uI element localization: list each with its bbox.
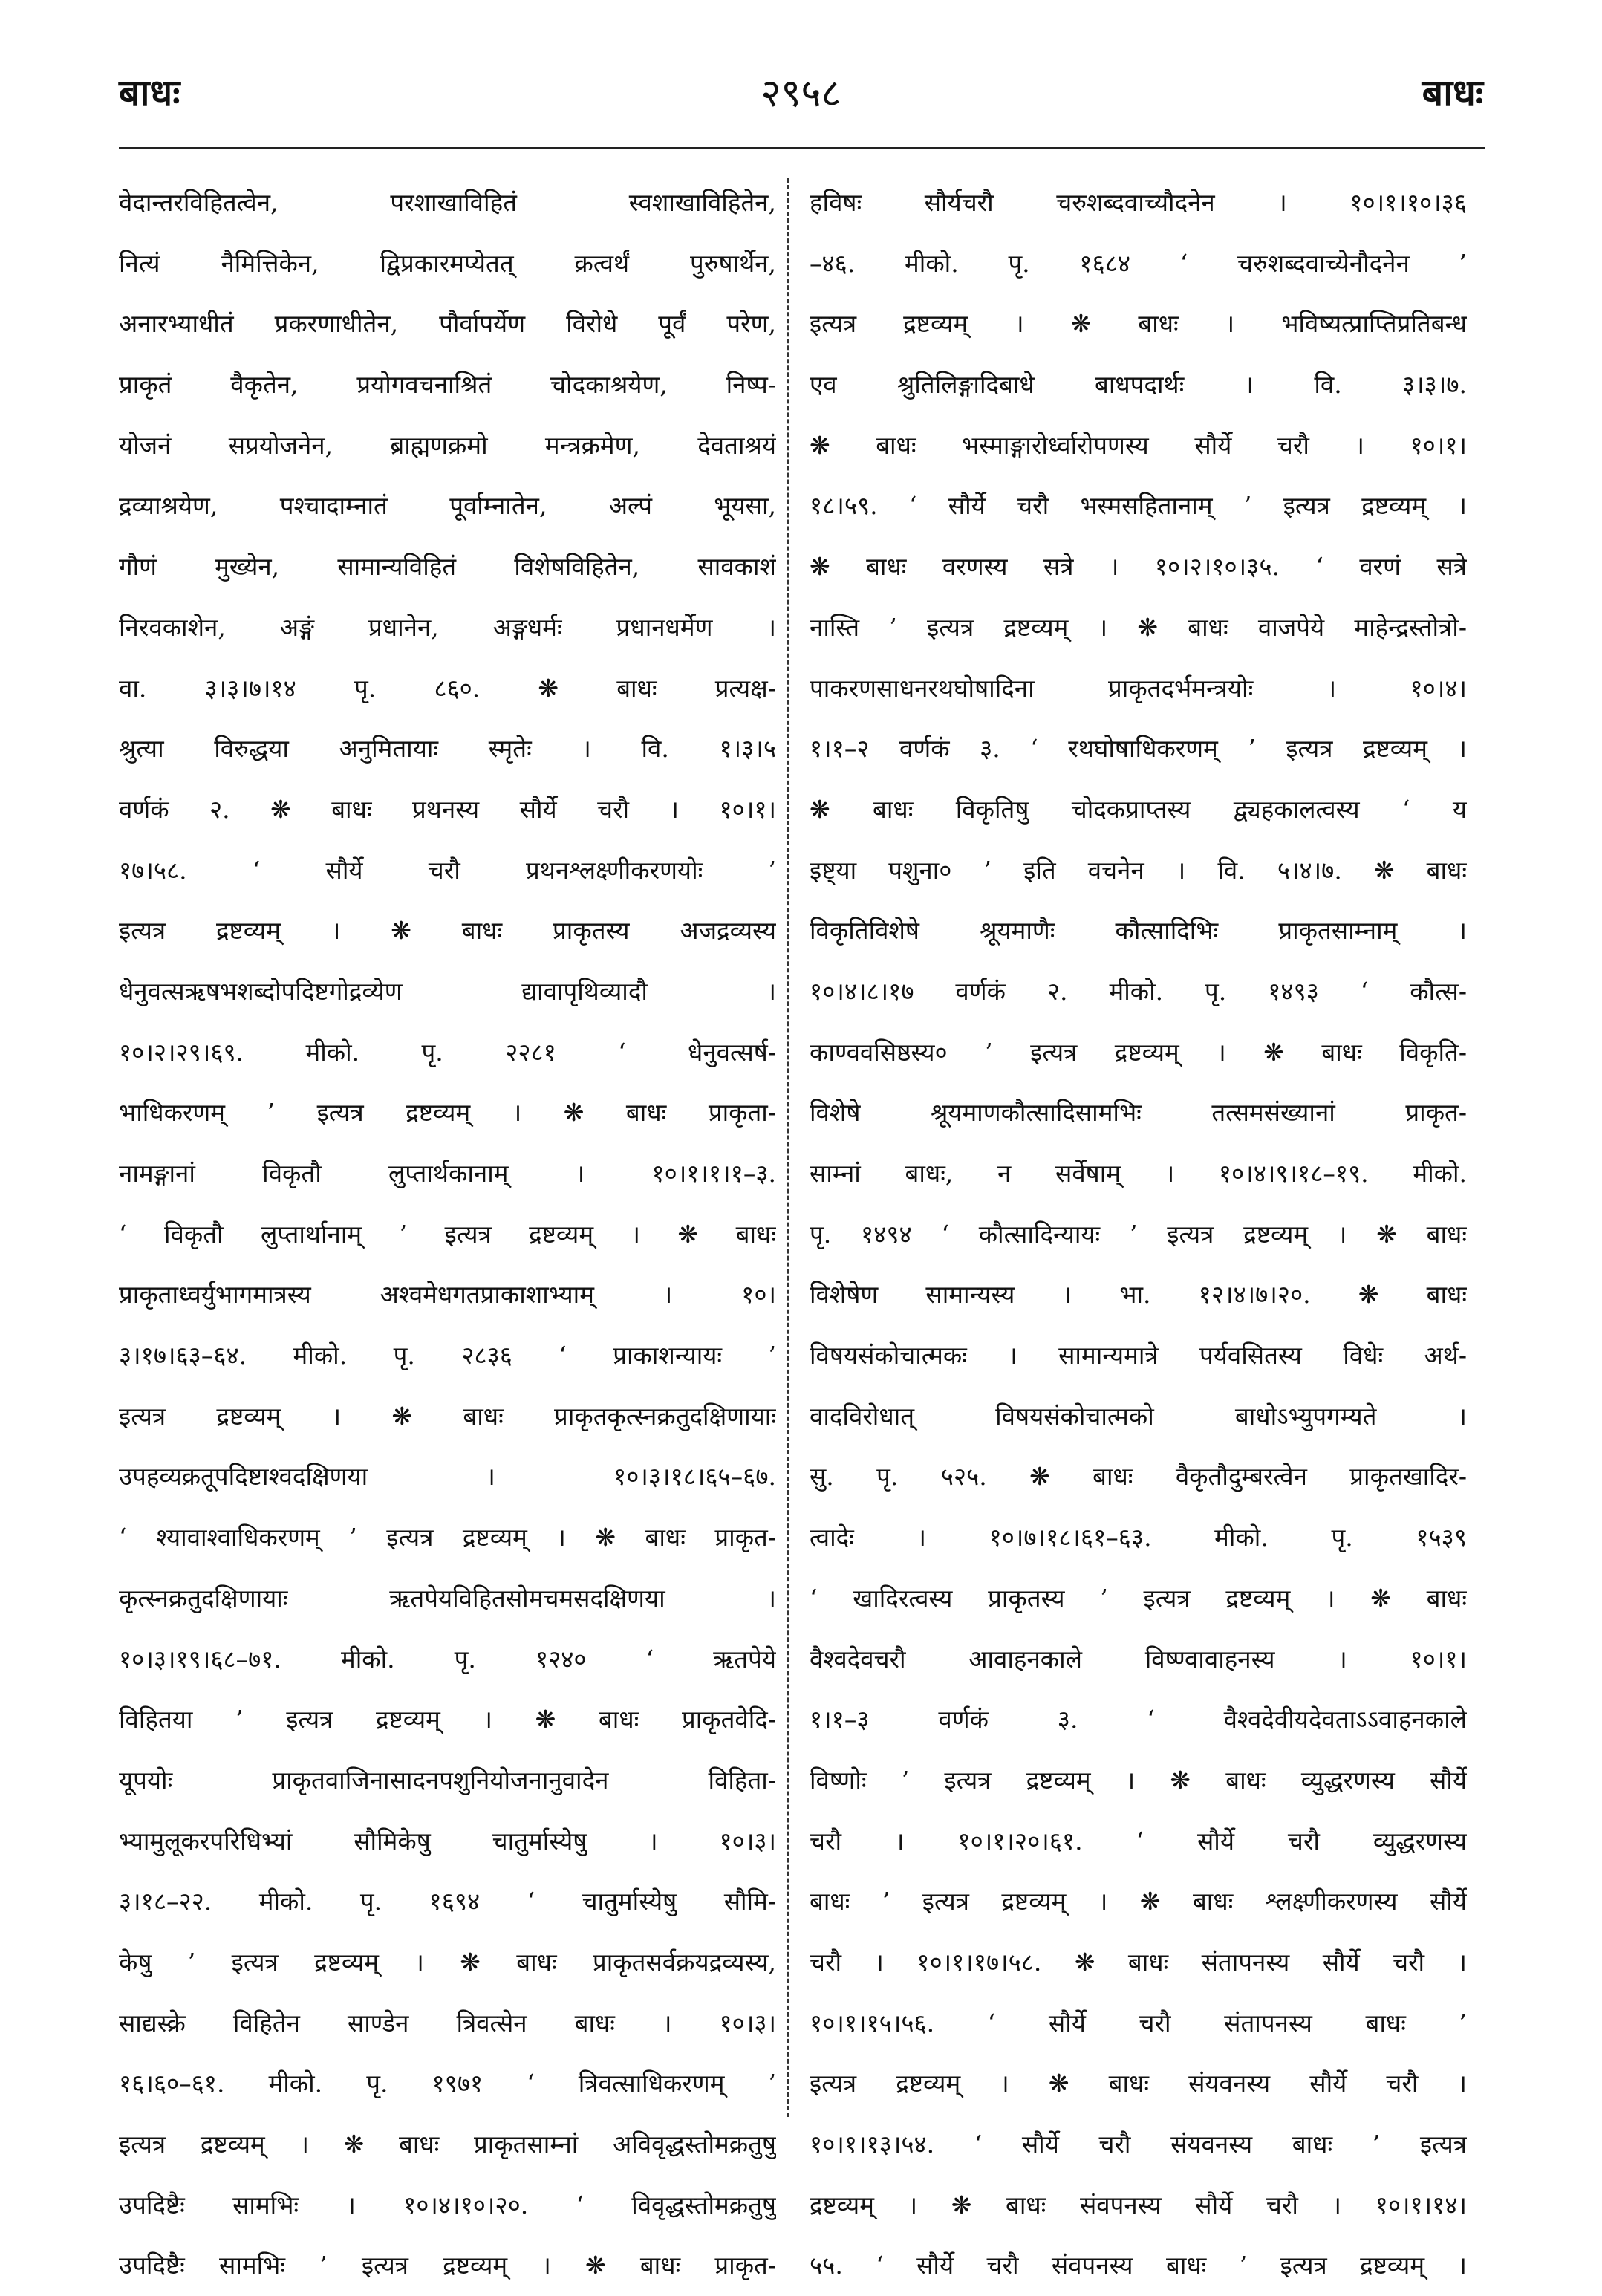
text-line: हविषः सौर्यचरौ चरुशब्दवाच्यौदनेन । १०।१।१०।३६ — [810, 188, 1467, 217]
text-line: इत्यत्र द्रष्टव्यम् । ❋ बाधः प्राकृतसाम्नां अविवृद्धस्तोमक्रतुषु — [119, 2130, 776, 2159]
text-line: पृ. १४९४ ‘ कौत्सादिन्यायः ’ इत्यत्र द्रष्टव्यम् । ❋ बाधः — [810, 1219, 1467, 1249]
text-line: एव श्रुतिलिङ्गादिबाधे बाधपदार्थः । वि. ३।३।७. — [810, 370, 1467, 400]
text-line: १०।१।१५।५६. ‘ सौर्ये चरौ संतापनस्य बाधः ’ — [810, 2008, 1467, 2038]
text-line: बाधः ’ इत्यत्र द्रष्टव्यम् । ❋ बाधः श्लक्ष्णीकरणस्य सौर्ये — [810, 1887, 1467, 1916]
text-line: ५५. ‘ सौर्ये चरौ संवपनस्य बाधः ’ इत्यत्र द्रष्टव्यम् । — [810, 2251, 1467, 2280]
text-line: १०।३।१९।६८–७१. मीको. पृ. १२४० ‘ ऋतपेये — [119, 1644, 776, 1674]
text-line: द्रव्याश्रयेण, पश्चादाम्नातं पूर्वाम्नातेन, अल्पं भूयसा, — [119, 491, 776, 521]
text-line: भ्यामुलूकरपरिधिभ्यां सौमिकेषु चातुर्मास्येषु । १०।३। — [119, 1826, 776, 1856]
text-line: त्वादेः । १०।७।१८।६१–६३. मीको. पृ. १५३९ — [810, 1523, 1467, 1552]
text-line: १७।५८. ‘ सौर्ये चरौ प्रथनश्लक्ष्णीकरणयोः ’ — [119, 855, 776, 885]
right-column — [810, 172, 1467, 2296]
text-line: इत्यत्र द्रष्टव्यम् । ❋ बाधः प्राकृतस्य अजद्रव्यस्य — [119, 916, 776, 946]
text-line: कृत्स्नक्रतुदक्षिणायाः ऋतपेयविहितसोमचमसदक्षिणया । — [119, 1583, 776, 1613]
text-line: १६।६०–६१. मीको. पृ. १९७१ ‘ त्रिवत्साधिकरणम् ’ — [119, 2069, 776, 2098]
text-line: ❋ बाधः विकृतिषु चोदकप्राप्तस्य द्व्यहकालत्वस्य ‘ य — [810, 794, 1467, 824]
text-line: चरौ । १०।१।१७।५८. ❋ बाधः संतापनस्य सौर्ये चरौ । — [810, 1947, 1467, 1977]
header-rule — [119, 147, 1485, 149]
text-line: सु. पृ. ५२५. ❋ बाधः वैकृतौदुम्बरत्वेन प्राकृतखादिर- — [810, 1462, 1467, 1492]
text-line: इत्यत्र द्रष्टव्यम् । ❋ बाधः संयवनस्य सौर्ये चरौ । — [810, 2069, 1467, 2098]
text-line: भाधिकरणम् ’ इत्यत्र द्रष्टव्यम् । ❋ बाधः प्राकृता- — [119, 1098, 776, 1128]
text-line: प्राकृताध्वर्युभागमात्रस्य अश्वमेधगतप्राकाशाभ्याम् । १०। — [119, 1280, 776, 1310]
text-line: द्रष्टव्यम् । ❋ बाधः संवपनस्य सौर्ये चरौ । १०।१।१४। — [810, 2190, 1467, 2219]
text-line: श्रुत्या विरुद्धया अनुमितायाः स्मृतेः । वि. १।३।५ — [119, 734, 776, 764]
text-line: धेनुवत्सऋषभशब्दोपदिष्टगोद्रव्येण द्यावापृथिव्यादौ । — [119, 976, 776, 1006]
text-line: योजनं सप्रयोजनेन, ब्राह्मणक्रमो मन्त्रक्रमेण, देवताश्रयं — [119, 430, 776, 460]
left-column — [119, 172, 776, 2296]
text-line: वा. ३।३।७।१४ पृ. ८६०. ❋ बाधः प्रत्यक्ष- — [119, 673, 776, 703]
text-line: १८।५९. ‘ सौर्ये चरौ भस्मसहितानाम् ’ इत्यत्र द्रष्टव्यम् । — [810, 491, 1467, 521]
text-line: विषयसंकोचात्मकः । सामान्यमात्रे पर्यवसितस्य विधेः अर्थ- — [810, 1341, 1467, 1370]
text-line: वेदान्तरविहितत्वेन, परशाखाविहितं स्वशाखाविहितेन, — [119, 188, 776, 217]
text-line: विष्णोः ’ इत्यत्र द्रष्टव्यम् । ❋ बाधः व्युद्धरणस्य सौर्ये — [810, 1765, 1467, 1795]
text-line: विशेषेण सामान्यस्य । भा. १२।४।७।२०. ❋ बाधः — [810, 1280, 1467, 1310]
text-line: विहितया ’ इत्यत्र द्रष्टव्यम् । ❋ बाधः प्राकृतवेदि- — [119, 1705, 776, 1734]
text-line: ‘ खादिरत्वस्य प्राकृतस्य ’ इत्यत्र द्रष्टव्यम् । ❋ बाधः — [810, 1583, 1467, 1613]
text-line: ३।१७।६३–६४. मीको. पृ. २८३६ ‘ प्राकाशन्यायः ’ — [119, 1341, 776, 1370]
text-line: १०।२।२९।६९. मीको. पृ. २२८१ ‘ धेनुवत्सर्ष- — [119, 1037, 776, 1067]
text-line: –४६. मीको. पृ. १६८४ ‘ चरुशब्दवाच्येनौदनेन ’ — [810, 248, 1467, 278]
text-line: इष्ट्या पशुना० ’ इति वचनेन । वि. ५।४।७. ❋ बाधः — [810, 855, 1467, 885]
text-line: अनारभ्याधीतं प्रकरणाधीतेन, पौर्वापर्येण विरोधे पूर्वं परेण, — [119, 309, 776, 339]
text-line: नित्यं नैमित्तिकेन, द्विप्रकारमप्येतत् क्रत्वर्थं पुरुषार्थेन, — [119, 248, 776, 278]
text-line: वैश्वदेवचरौ आवाहनकाले विष्ण्वावाहनस्य । १०।१। — [810, 1644, 1467, 1674]
text-line: उपदिष्टैः सामभिः ’ इत्यत्र द्रष्टव्यम् । ❋ बाधः प्राकृत- — [119, 2251, 776, 2280]
text-line: विकृतिविशेषे श्रूयमाणैः कौत्सादिभिः प्राकृतसाम्नाम् । — [810, 916, 1467, 946]
column-divider — [787, 178, 789, 2117]
text-line: पाकरणसाधनरथघोषादिना प्राकृतदर्भमन्त्रयोः । १०।४। — [810, 673, 1467, 703]
text-line: इत्यत्र द्रष्टव्यम् । ❋ बाधः प्राकृतकृत्स्नक्रतुदक्षिणायाः — [119, 1401, 776, 1431]
text-line: निरवकाशेन, अङ्गं प्रधानेन, अङ्गधर्मः प्रधानधर्मेण । — [119, 612, 776, 642]
text-line: ❋ बाधः भस्माङ्गारोर्ध्वारोपणस्य सौर्ये चरौ । १०।१। — [810, 430, 1467, 460]
text-line: नास्ति ’ इत्यत्र द्रष्टव्यम् । ❋ बाधः वाजपेये माहेन्द्रस्तोत्रो- — [810, 612, 1467, 642]
page-number: २९५८ — [761, 71, 841, 116]
text-line: १०।१।१३।५४. ‘ सौर्ये चरौ संयवनस्य बाधः ’ इत्यत्र — [810, 2130, 1467, 2159]
header-left-headword: बाधः — [119, 71, 180, 114]
text-line: ‘ श्यावाश्वाधिकरणम् ’ इत्यत्र द्रष्टव्यम् । ❋ बाधः प्राकृत- — [119, 1523, 776, 1552]
text-line: केषु ’ इत्यत्र द्रष्टव्यम् । ❋ बाधः प्राकृतसर्वक्रयद्रव्यस्य, — [119, 1947, 776, 1977]
header-right-headword: बाधः — [1422, 71, 1483, 114]
text-line: प्राकृतं वैकृतेन, प्रयोगवचनाश्रितं चोदकाश्रयेण, निष्प- — [119, 370, 776, 400]
text-line: साद्यस्क्रे विहितेन साण्डेन त्रिवत्सेन बाधः । १०।३। — [119, 2008, 776, 2038]
text-line: १।१–२ वर्णकं ३. ‘ रथघोषाधिकरणम् ’ इत्यत्र द्रष्टव्यम् । — [810, 734, 1467, 764]
text-line: वर्णकं २. ❋ बाधः प्रथनस्य सौर्ये चरौ । १०।१। — [119, 794, 776, 824]
text-line: साम्नां बाधः, न सर्वेषाम् । १०।४।९।१८–१९. मीको. — [810, 1159, 1467, 1188]
text-line: १०।४।८।१७ वर्णकं २. मीको. पृ. १४९३ ‘ कौत्स- — [810, 976, 1467, 1006]
text-line: उपहव्यक्रतूपदिष्टाश्वदक्षिणया । १०।३।१८।६५–६७. — [119, 1462, 776, 1492]
text-line: उपदिष्टैः सामभिः । १०।४।१०।२०. ‘ विवृद्धस्तोमक्रतुषु — [119, 2190, 776, 2219]
text-line: ‘ विकृतौ लुप्तार्थानाम् ’ इत्यत्र द्रष्टव्यम् । ❋ बाधः — [119, 1219, 776, 1249]
text-line: विशेषे श्रूयमाणकौत्सादिसामभिः तत्समसंख्यानां प्राकृत- — [810, 1098, 1467, 1128]
text-line: १।१–३ वर्णकं ३. ‘ वैश्वदेवीयदेवताऽऽवाहनकाले — [810, 1705, 1467, 1734]
text-line: ३।१८–२२. मीको. पृ. १६९४ ‘ चातुर्मास्येषु सौमि- — [119, 1887, 776, 1916]
text-line: चरौ । १०।१।२०।६१. ‘ सौर्ये चरौ व्युद्धरणस्य — [810, 1826, 1467, 1856]
text-line: वादविरोधात् विषयसंकोचात्मको बाधोऽभ्युपगम्यते । — [810, 1401, 1467, 1431]
text-line: गौणं मुख्येन, सामान्यविहितं विशेषविहितेन, सावकाशं — [119, 552, 776, 582]
text-line: नामङ्गानां विकृतौ लुप्तार्थकानाम् । १०।१।१।१–३. — [119, 1159, 776, 1188]
text-line: ❋ बाधः वरणस्य सत्रे । १०।२।१०।३५. ‘ वरणं सत्रे — [810, 552, 1467, 582]
text-line: काण्ववसिष्ठस्य० ’ इत्यत्र द्रष्टव्यम् । ❋ बाधः विकृति- — [810, 1037, 1467, 1067]
text-line: यूपयोः प्राकृतवाजिनासादनपशुनियोजनानुवादेन विहिता- — [119, 1765, 776, 1795]
text-line: इत्यत्र द्रष्टव्यम् । ❋ बाधः । भविष्यत्प्राप्तिप्रतिबन्ध — [810, 309, 1467, 339]
